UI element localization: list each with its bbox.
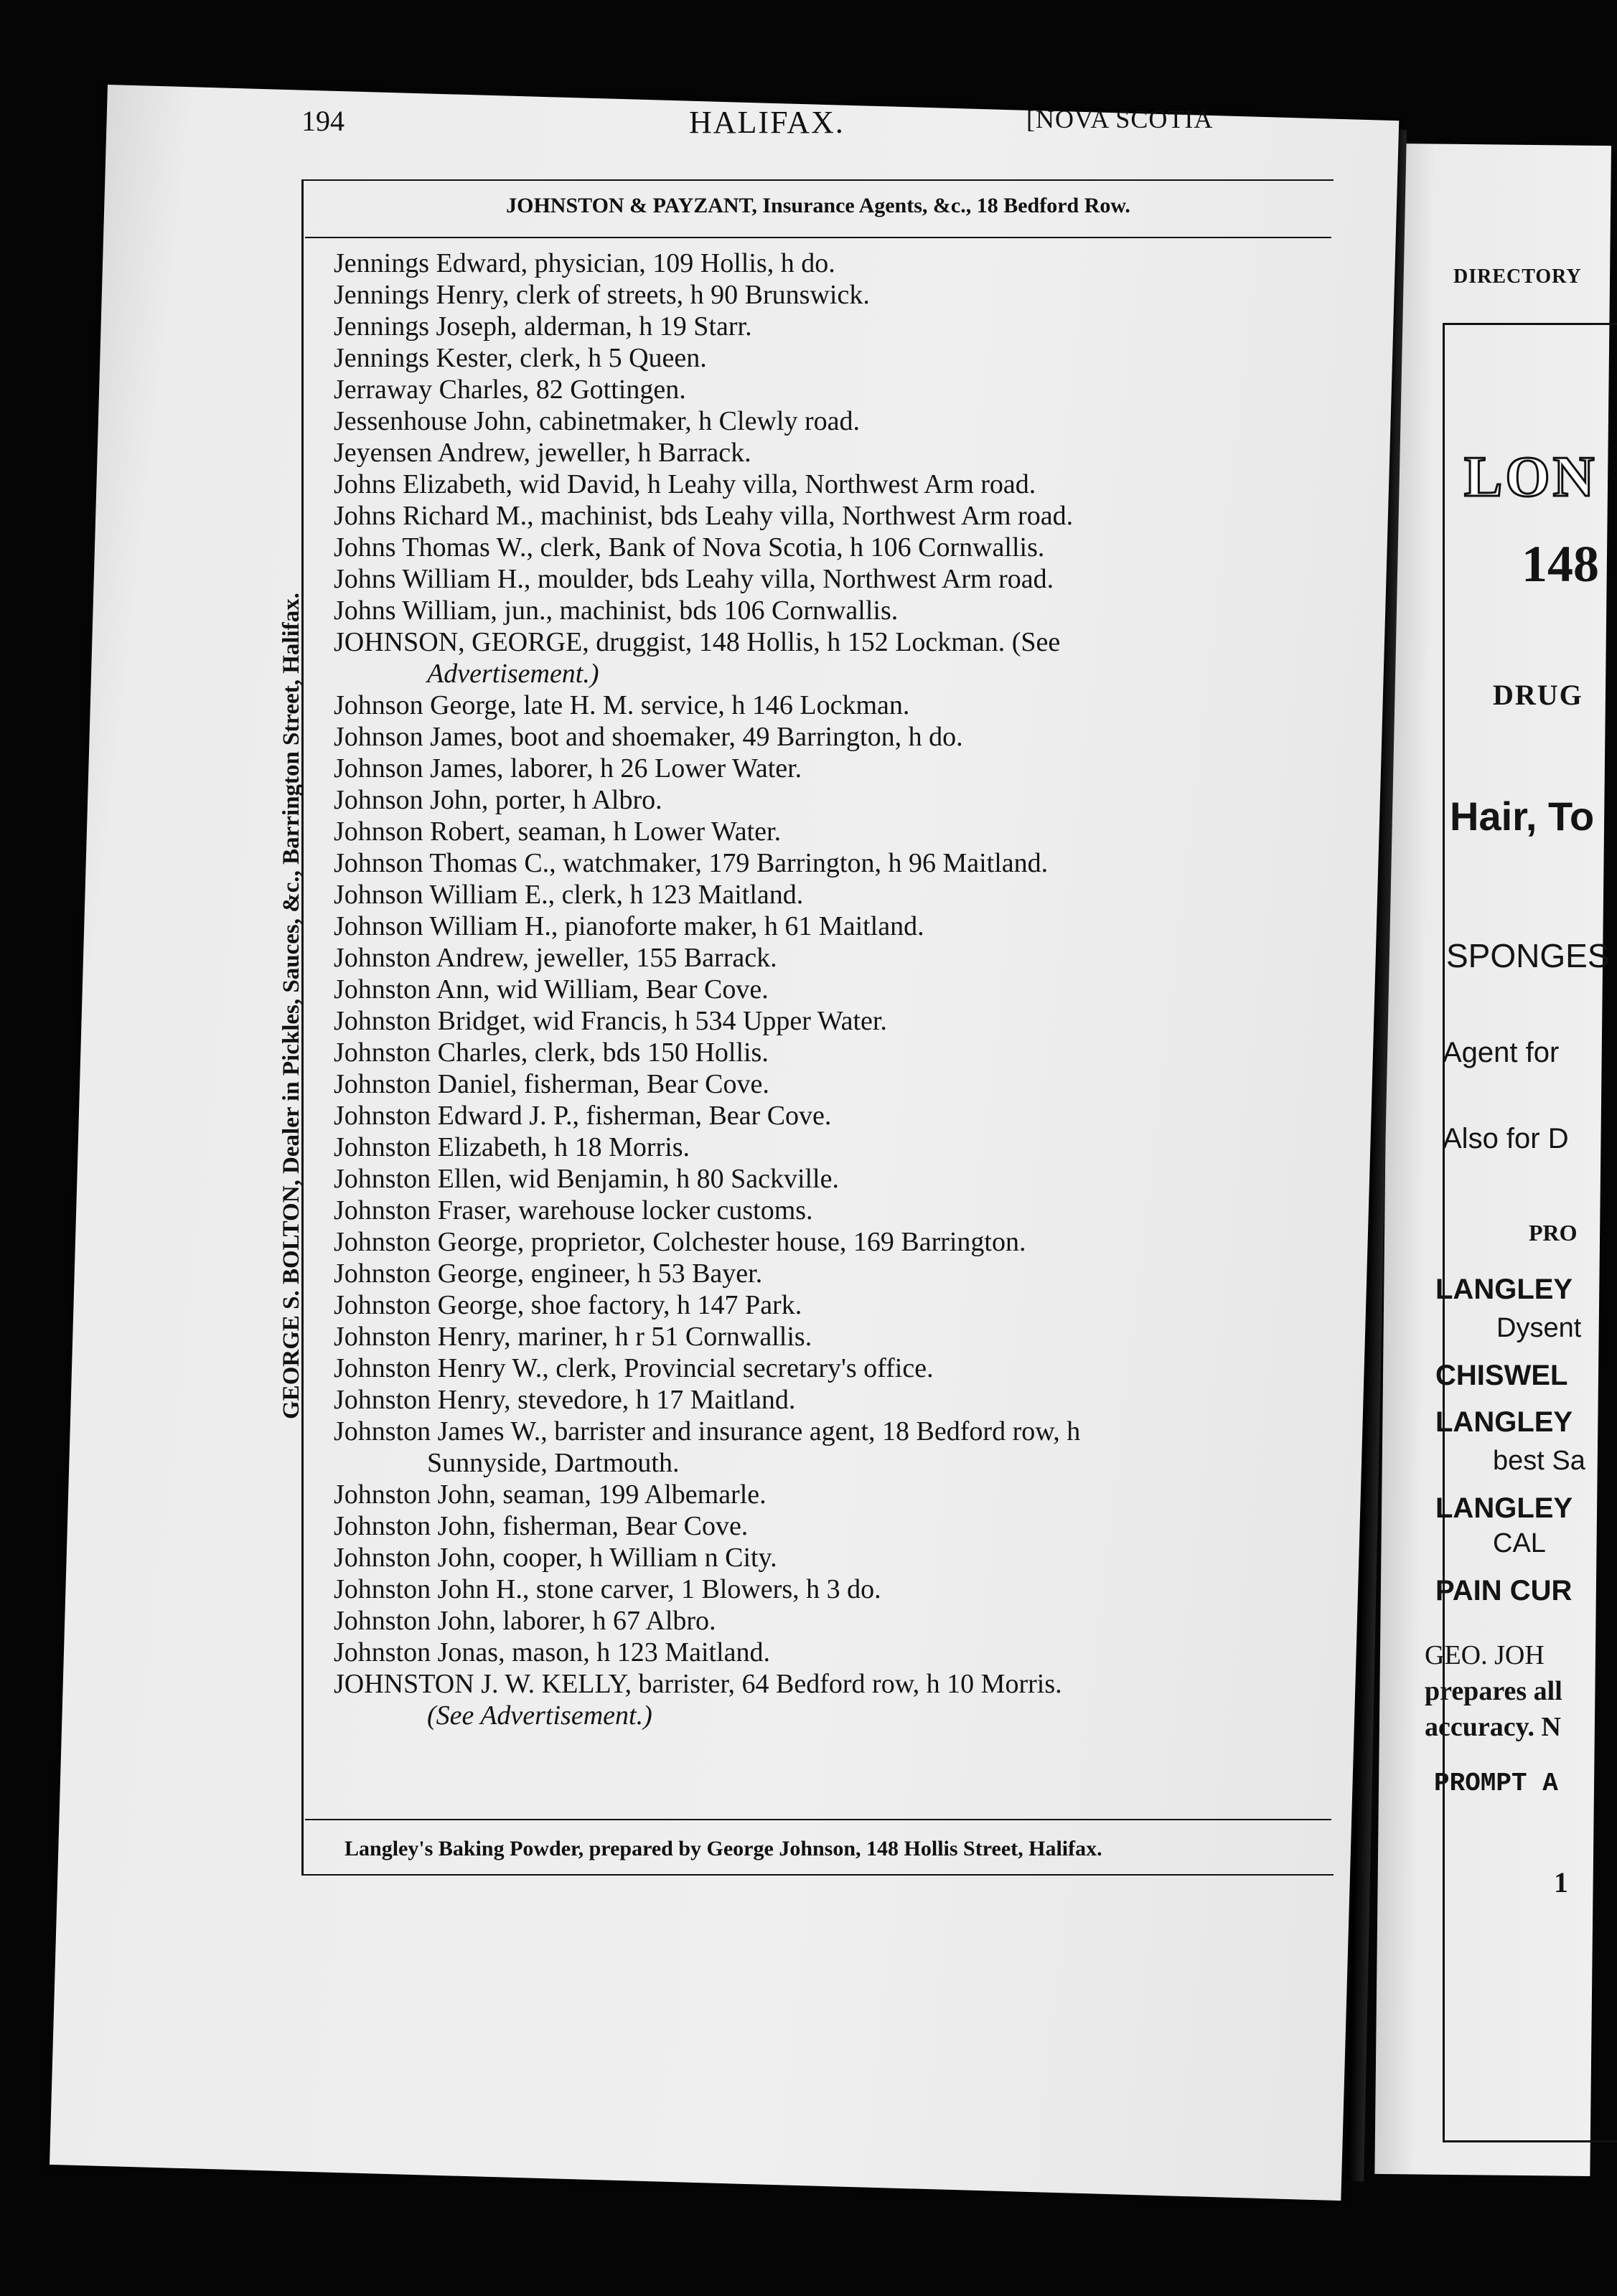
directory-entry: JOHNSON, GEORGE, druggist, 148 Hollis, h 152 Lockman. (See bbox=[334, 627, 1061, 657]
directory-entry: Jennings Kester, clerk, h 5 Queen. bbox=[334, 343, 707, 373]
directory-entry: Johnston George, engineer, h 53 Bayer. bbox=[334, 1258, 763, 1289]
directory-entry: Johnston Henry W., clerk, Provincial secretary's office. bbox=[334, 1353, 934, 1383]
directory-entry: Johnston Charles, clerk, bds 150 Hollis. bbox=[334, 1038, 769, 1068]
page-state-heading: [NOVA SCOTIA bbox=[1026, 105, 1214, 133]
directory-entry: Johns Elizabeth, wid David, h Leahy villa, Northwest Arm road. bbox=[334, 469, 1036, 499]
directory-entry: Johns Thomas W., clerk, Bank of Nova Scotia, h 106 Cornwallis. bbox=[334, 532, 1045, 563]
right-advert-line: 1 bbox=[1554, 1866, 1568, 1899]
bottom-advertisement: Langley's Baking Powder, prepared by George Johnson, 148 Hollis Street, Halifax. bbox=[345, 1837, 1102, 1860]
directory-entry: Johnston George, proprietor, Colchester house, 169 Barrington. bbox=[334, 1227, 1026, 1257]
top-rule bbox=[305, 237, 1331, 238]
right-advert-line: PAIN CUR bbox=[1435, 1575, 1573, 1606]
directory-entry: Johnston Bridget, wid Francis, h 534 Upper Water. bbox=[334, 1006, 887, 1036]
directory-entry: Johnston Edward J. P., fisherman, Bear Cove. bbox=[334, 1101, 832, 1131]
directory-entry: Johnston George, shoe factory, h 147 Park. bbox=[334, 1290, 802, 1320]
right-advert-line: PRO bbox=[1529, 1220, 1578, 1246]
side-advertisement: GEORGE S. BOLTON, Dealer in Pickles, Sauces, &c., Barrington Street, Halifax. bbox=[278, 593, 304, 1419]
bottom-rule bbox=[305, 1819, 1331, 1820]
directory-entry: Johnston Andrew, jeweller, 155 Barrack. bbox=[334, 943, 777, 973]
directory-entry: Jessenhouse John, cabinetmaker, h Clewly road. bbox=[334, 406, 860, 436]
directory-entry: Johnston Ann, wid William, Bear Cove. bbox=[334, 974, 769, 1004]
page-number: 194 bbox=[301, 105, 345, 137]
directory-entry: Johnston Jonas, mason, h 123 Maitland. bbox=[334, 1637, 770, 1667]
directory-entry: (See Advertisement.) bbox=[427, 1700, 652, 1731]
directory-entry: Advertisement.) bbox=[427, 659, 599, 689]
directory-entry: Johnston John, seaman, 199 Albemarle. bbox=[334, 1479, 767, 1510]
directory-entry: Johnston John H., stone carver, 1 Blowers, h 3 do. bbox=[334, 1574, 881, 1604]
directory-entry: Johnston Elizabeth, h 18 Morris. bbox=[334, 1132, 690, 1162]
directory-entry: Johnston John, fisherman, Bear Cove. bbox=[334, 1511, 749, 1541]
directory-entry: Johnson George, late H. M. service, h 146 Lockman. bbox=[334, 690, 910, 720]
directory-entry: Jennings Joseph, alderman, h 19 Starr. bbox=[334, 311, 752, 342]
right-advert-line: Agent for bbox=[1443, 1037, 1560, 1068]
directory-entry: Johnston Henry, stevedore, h 17 Maitland. bbox=[334, 1385, 796, 1415]
directory-entry: Jeyensen Andrew, jeweller, h Barrack. bbox=[334, 438, 751, 468]
directory-entry: Jennings Edward, physician, 109 Hollis, h do. bbox=[334, 248, 835, 278]
directory-entry: Johnston Daniel, fisherman, Bear Cove. bbox=[334, 1069, 769, 1099]
directory-entry: Johnson John, porter, h Albro. bbox=[334, 785, 662, 815]
right-page-header: DIRECTORY bbox=[1453, 265, 1582, 288]
right-advert-line: CHISWEL bbox=[1435, 1360, 1568, 1391]
directory-entry: Johnson William E., clerk, h 123 Maitland. bbox=[334, 880, 804, 910]
directory-entry: Sunnyside, Dartmouth. bbox=[427, 1448, 680, 1478]
right-advert-line: LANGLEY bbox=[1435, 1274, 1573, 1305]
directory-entry: Johnson James, laborer, h 26 Lower Water. bbox=[334, 753, 802, 784]
right-advert-line: Hair, To bbox=[1450, 794, 1595, 839]
directory-entry: Johnston Ellen, wid Benjamin, h 80 Sackville. bbox=[334, 1164, 839, 1194]
directory-entry: Johns Richard M., machinist, bds Leahy villa, Northwest Arm road. bbox=[334, 501, 1074, 531]
directory-entry: Johnston James W., barrister and insurance agent, 18 Bedford row, h bbox=[334, 1416, 1081, 1446]
directory-entry: Johnson William H., pianoforte maker, h 61 Maitland. bbox=[334, 911, 924, 941]
right-advert-line: Dysent bbox=[1496, 1313, 1582, 1343]
right-advert-line: GEO. JOH bbox=[1425, 1640, 1545, 1670]
directory-entry: Jennings Henry, clerk of streets, h 90 Brunswick. bbox=[334, 280, 870, 310]
directory-entry: Johns William, jun., machinist, bds 106 Cornwallis. bbox=[334, 596, 899, 626]
directory-entry: Johnson James, boot and shoemaker, 49 Barrington, h do. bbox=[334, 722, 963, 752]
directory-entries bbox=[334, 248, 1331, 1731]
right-advert-line: 148 bbox=[1522, 535, 1599, 593]
directory-entry: Johnston John, laborer, h 67 Albro. bbox=[334, 1606, 716, 1636]
right-advert-line: PROMPT A bbox=[1434, 1769, 1558, 1798]
right-advert-line: LANGLEY bbox=[1435, 1492, 1573, 1524]
directory-entry: Johns William H., moulder, bds Leahy villa, Northwest Arm road. bbox=[334, 564, 1054, 594]
right-advert-line: best Sa bbox=[1493, 1446, 1585, 1476]
directory-entry: Johnson Robert, seaman, h Lower Water. bbox=[334, 817, 782, 847]
right-advert-line: LANGLEY bbox=[1435, 1406, 1573, 1438]
right-advert-line: DRUG bbox=[1493, 679, 1583, 711]
top-advertisement: JOHNSTON & PAYZANT, Insurance Agents, &c., 18 Bedford Row. bbox=[506, 194, 1130, 217]
right-advert-line: accuracy. N bbox=[1425, 1712, 1561, 1742]
right-advert-line: CAL bbox=[1493, 1528, 1546, 1558]
directory-entry: JOHNSTON J. W. KELLY, barrister, 64 Bedford row, h 10 Morris. bbox=[334, 1669, 1062, 1699]
directory-entry: Johnston Henry, mariner, h r 51 Cornwallis. bbox=[334, 1322, 812, 1352]
directory-entry: Jerraway Charles, 82 Gottingen. bbox=[334, 375, 686, 405]
right-advert-line: SPONGES bbox=[1446, 937, 1610, 974]
right-advert-line: LON bbox=[1464, 446, 1598, 509]
right-advert-line: prepares all bbox=[1425, 1676, 1562, 1706]
right-advert-line: Also for D bbox=[1443, 1123, 1569, 1154]
directory-entry: Johnson Thomas C., watchmaker, 179 Barrington, h 96 Maitland. bbox=[334, 848, 1049, 878]
directory-entry: Johnston John, cooper, h William n City. bbox=[334, 1543, 777, 1573]
page-city-heading: HALIFAX. bbox=[689, 105, 845, 140]
directory-entry: Johnston Fraser, warehouse locker customs. bbox=[334, 1195, 813, 1225]
